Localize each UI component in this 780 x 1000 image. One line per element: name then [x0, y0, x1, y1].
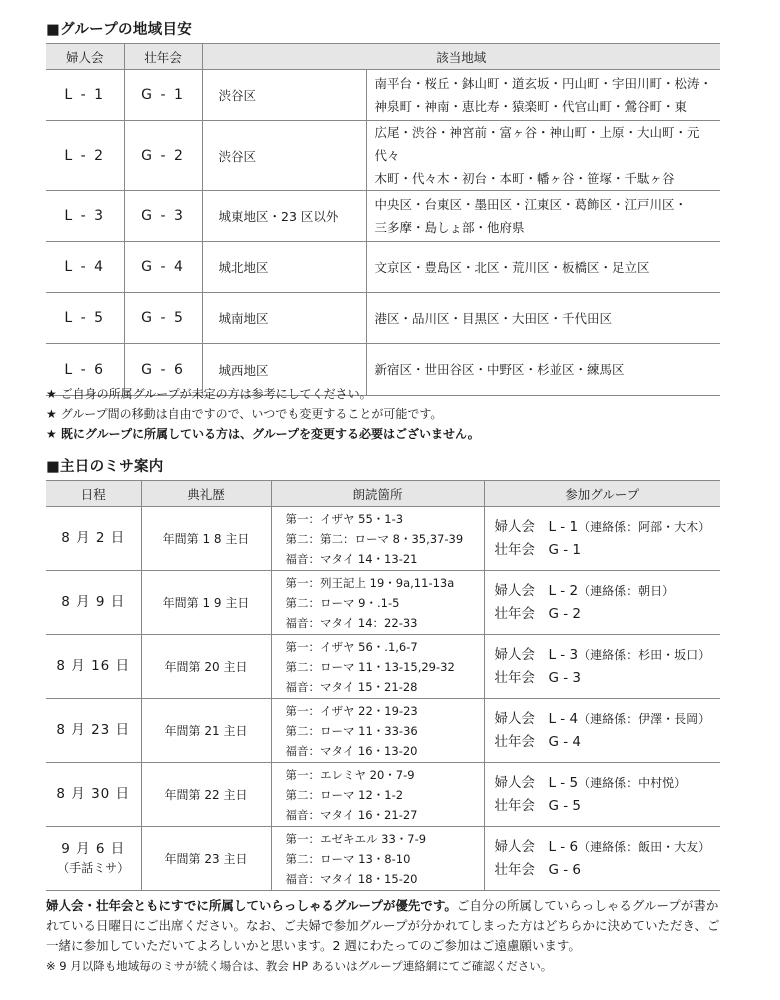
liturgical-week: 年間第 23 主日: [141, 827, 271, 891]
mass-table-header: [46, 481, 720, 507]
womens-group: 婦人会 L - 6: [494, 838, 579, 855]
ward-line: 中央区・台東区・墨田区・江東区・葛飾区・江戸川区・: [374, 197, 688, 212]
ward-line: 神泉町・神南・恵比寿・猿楽町・代官山町・鶯谷町・東: [374, 99, 688, 114]
mens-group-code: G - 5: [124, 293, 202, 344]
header-readings: 朗読箇所: [271, 481, 484, 507]
reading-line: 第一：イザヤ 22・19-23: [285, 703, 418, 718]
readings: [271, 827, 484, 891]
table-row: [46, 242, 720, 293]
reading-line: 第一：エゼキエル 33・7-9: [285, 831, 427, 846]
reading-line: 第二：ローマ 11・33-36: [285, 723, 418, 738]
reading-line: 第二：第二：ローマ 8・35,37-39: [285, 531, 464, 546]
header-date: 日程: [46, 481, 141, 507]
table-row: [46, 571, 720, 635]
note-line: ★ ご自身の所属グループが未定の方は参考にしてください。: [46, 387, 372, 401]
reading-line: 第一：エレミヤ 20・7-9: [285, 767, 415, 782]
sign-language-mass-note: （手話ミサ）: [57, 860, 130, 875]
reading-line: 福音：マタイ 18・15-20: [285, 871, 418, 886]
header-mens: 壮年会: [124, 44, 202, 70]
contact-person: （連絡係：飯田・大友）: [578, 839, 711, 854]
liturgical-week: 年間第 20 主日: [141, 635, 271, 699]
reading-line: 第一：イザヤ 56・.1,6-7: [285, 639, 418, 654]
participating-groups: [484, 699, 720, 763]
womens-group-code: L - 2: [46, 121, 124, 191]
ward-line: 南平台・桜丘・鉢山町・道玄坂・円山町・宇田川町・松涛・: [374, 76, 713, 91]
reading-line: 福音：マタイ 16・13-20: [285, 743, 418, 758]
ward-list: [366, 293, 720, 344]
mass-date: [46, 699, 141, 763]
readings: [271, 635, 484, 699]
liturgical-week: 年間第 1 9 主日: [141, 571, 271, 635]
region-table: [46, 43, 720, 396]
table-row: [46, 635, 720, 699]
liturgical-week: 年間第 22 主日: [141, 763, 271, 827]
mass-date: [46, 763, 141, 827]
liturgical-week: 年間第 1 8 主日: [141, 507, 271, 571]
mens-group-code: G - 4: [124, 242, 202, 293]
district-name: 渋谷区: [202, 121, 366, 191]
footer-priority-text: 婦人会・壮年会ともにすでに所属していらっしゃるグループが優先です。: [46, 898, 457, 913]
readings: [271, 763, 484, 827]
liturgical-week: 年間第 21 主日: [141, 699, 271, 763]
ward-list: [366, 242, 720, 293]
participating-groups: [484, 507, 720, 571]
reading-line: 福音：マタイ 14・13-21: [285, 551, 418, 566]
table-row: [46, 293, 720, 344]
mens-group: 壮年会 G - 5: [494, 797, 582, 814]
readings: [271, 699, 484, 763]
table-row: [46, 827, 720, 891]
reading-line: 福音：マタイ 16・21-27: [285, 807, 418, 822]
mens-group-code: G - 3: [124, 191, 202, 242]
mens-group: 壮年会 G - 4: [494, 733, 582, 750]
ward-line: 木町・代々木・初台・本町・幡ヶ谷・笹塚・千駄ヶ谷: [374, 171, 675, 186]
womens-group-code: L - 3: [46, 191, 124, 242]
womens-group-code: L - 1: [46, 70, 124, 121]
ward-line: 港区・品川区・目黒区・大田区・千代田区: [374, 310, 613, 326]
mens-group-code: G - 1: [124, 70, 202, 121]
district-name: 城南地区: [202, 293, 366, 344]
contact-person: （連絡係：中村悦）: [578, 775, 687, 790]
header-area: 該当地域: [202, 44, 720, 70]
readings: [271, 507, 484, 571]
region-table-header: [46, 44, 720, 70]
table-row: [46, 70, 720, 121]
womens-group: 婦人会 L - 3: [494, 646, 579, 663]
womens-group-code: L - 6: [46, 344, 124, 396]
ward-list: [366, 121, 720, 191]
mens-group-code: G - 6: [124, 344, 202, 396]
table-row: [46, 507, 720, 571]
mens-group-code: G - 2: [124, 121, 202, 191]
participating-groups: [484, 571, 720, 635]
table-row: [46, 121, 720, 191]
reading-line: 第二：ローマ 13・8-10: [285, 851, 411, 866]
womens-group: 婦人会 L - 4: [494, 710, 579, 727]
header-liturgy: 典礼歴: [141, 481, 271, 507]
date-text: 8 月 9 日: [61, 594, 126, 610]
district-name: 渋谷区: [202, 70, 366, 121]
reading-line: 第二：ローマ 9・.1-5: [285, 595, 400, 610]
ward-line: 新宿区・世田谷区・中野区・杉並区・練馬区: [374, 362, 625, 377]
reading-line: 第二：ローマ 11・13-15,29-32: [285, 659, 455, 674]
reading-line: 第一：イザヤ 55・1-3: [285, 511, 404, 526]
mass-date: [46, 827, 141, 891]
participating-groups: [484, 635, 720, 699]
district-name: 城西地区: [202, 344, 366, 396]
note-line-bold: ★ 既にグループに所属している方は、グループを変更する必要はございません。: [46, 427, 480, 441]
mass-schedule-table: [46, 480, 720, 891]
table-row: [46, 699, 720, 763]
table-row: [46, 191, 720, 242]
ward-line: 広尾・渋谷・神宮前・富ヶ谷・神山町・上原・大山町・元代々: [374, 125, 700, 163]
date-text: 8 月 30 日: [56, 786, 131, 802]
date-text: 8 月 16 日: [56, 658, 131, 674]
header-womens: 婦人会: [46, 44, 124, 70]
mens-group: 壮年会 G - 2: [494, 605, 582, 622]
participating-groups: [484, 827, 720, 891]
section-title-region: ■グループの地域目安: [46, 22, 193, 38]
reading-line: 第二：ローマ 12・1-2: [285, 787, 404, 802]
womens-group-code: L - 4: [46, 242, 124, 293]
note-line: ★ グループ間の移動は自由ですので、いつでも変更することが可能です。: [46, 407, 443, 421]
table-row: [46, 763, 720, 827]
header-groups: 参加グループ: [484, 481, 720, 507]
mass-date: [46, 635, 141, 699]
reading-line: 第一：列王記上 19・9a,11-13a: [285, 575, 455, 590]
participating-groups: [484, 763, 720, 827]
footer-note: ※ 9 月以降も地域毎のミサが続く場合は、教会 HP あるいはグループ連絡網にてご確認ください。: [46, 959, 553, 973]
womens-group: 婦人会 L - 2: [494, 582, 579, 599]
mens-group: 壮年会 G - 1: [494, 541, 582, 558]
district-name: 城北地区: [202, 242, 366, 293]
contact-person: （連絡係：朝日）: [578, 583, 675, 598]
footer-body-text: ご自分の所属していらっしゃるグループが書かれている日曜日にご出席ください。なお、ご夫婦で参加グループが分かれてしまった方はどちらかに決めていただき、ご一緒に参加していただいてよろしいかと思います。2 週にわたってのご参加はご遠慮願います。: [46, 898, 720, 953]
reading-line: 福音：マタイ 14：22-33: [285, 615, 418, 630]
region-notes: [46, 384, 480, 444]
date-text: 8 月 2 日: [61, 530, 126, 546]
mass-date: [46, 507, 141, 571]
contact-person: （連絡係：杉田・坂口）: [578, 647, 711, 662]
reading-line: 福音：マタイ 15・21-28: [285, 679, 418, 694]
ward-line: 文京区・豊島区・北区・荒川区・板橋区・足立区: [374, 259, 650, 275]
footer-notice: [46, 896, 726, 976]
contact-person: （連絡係：伊澤・長岡）: [578, 711, 711, 726]
mens-group: 壮年会 G - 6: [494, 861, 582, 878]
district-name: 城東地区・23 区以外: [202, 191, 366, 242]
womens-group-code: L - 5: [46, 293, 124, 344]
ward-line: 三多摩・島しょ部・他府県: [374, 220, 525, 235]
mens-group: 壮年会 G - 3: [494, 669, 582, 686]
date-text: 9 月 6 日: [61, 840, 126, 857]
section-title-mass: ■主日のミサ案内: [46, 459, 164, 475]
date-text: 8 月 23 日: [56, 722, 131, 738]
ward-list: [366, 191, 720, 242]
readings: [271, 571, 484, 635]
mass-date: [46, 571, 141, 635]
ward-list: [366, 70, 720, 121]
womens-group: 婦人会 L - 5: [494, 774, 579, 791]
womens-group: 婦人会 L - 1: [494, 518, 579, 535]
contact-person: （連絡係：阿部・大木）: [578, 519, 711, 534]
